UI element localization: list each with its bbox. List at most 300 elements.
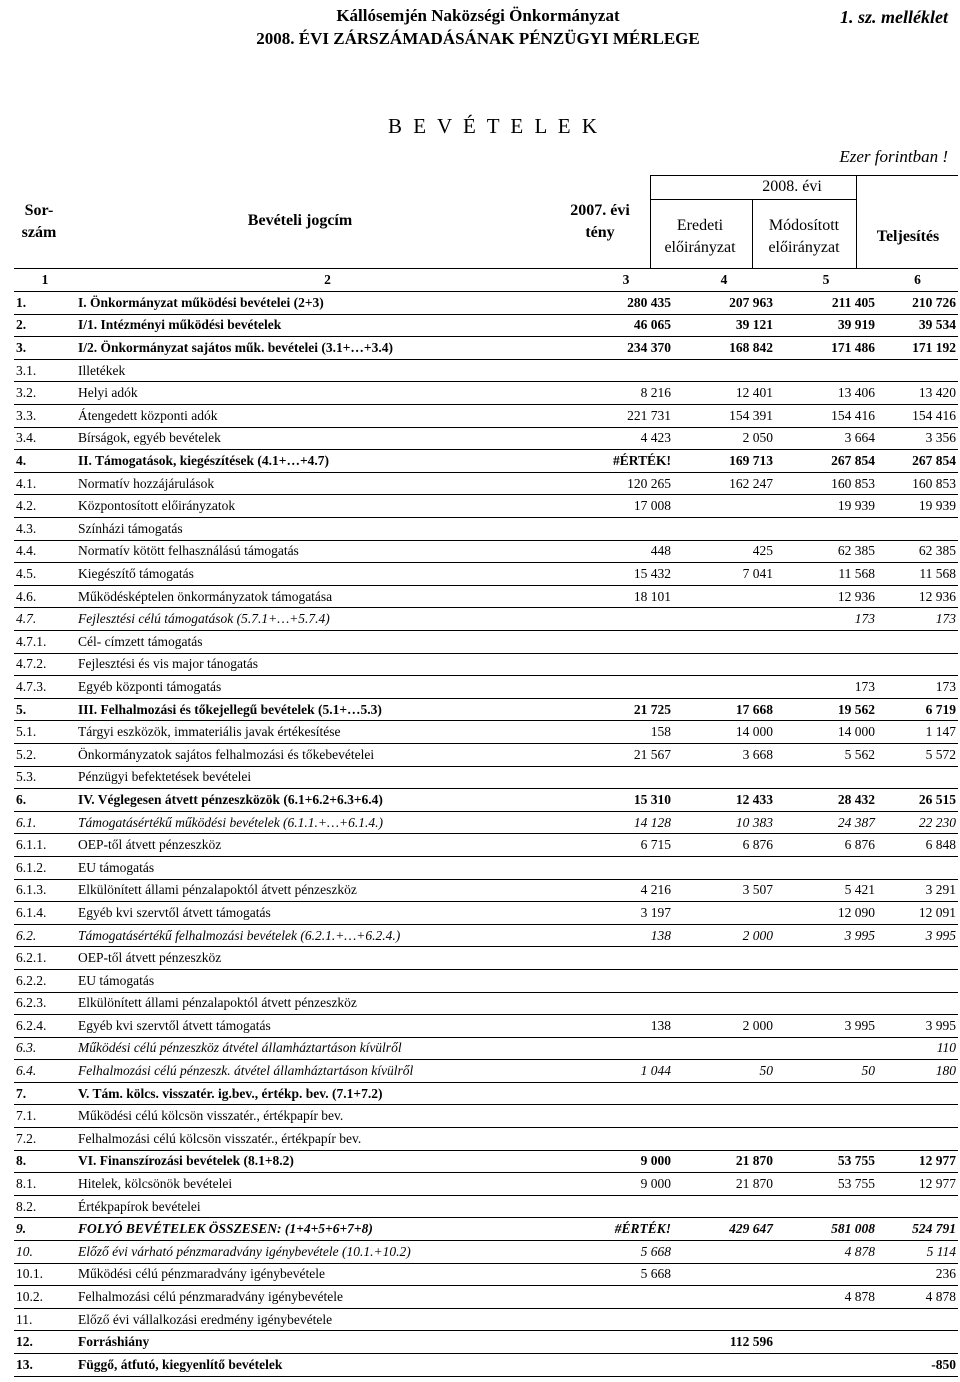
row-title: Felhalmozási célú kölcsön visszatér., értékpapír bev. [78, 1130, 362, 1146]
row-number: 1. [16, 294, 27, 310]
value-performance [877, 653, 958, 676]
value-modified: 12 090 [837, 904, 875, 920]
table-row [14, 292, 958, 315]
value-original: 154 391 [729, 407, 773, 423]
row-number: 5.3. [16, 769, 37, 785]
value-modified [775, 1128, 877, 1151]
row-number: 12. [16, 1334, 33, 1350]
row-number: 3. [16, 340, 27, 356]
value-performance [877, 1308, 958, 1331]
row-number: 6.2.3. [16, 995, 47, 1011]
value-modified [775, 1331, 877, 1354]
document-title: 2008. ÉVI ZÁRSZÁMADÁSÁNAK PÉNZÜGYI MÉRLEGE [256, 29, 700, 48]
table-row [14, 1331, 958, 1354]
value-2007 [579, 1286, 673, 1309]
value-performance [877, 1105, 958, 1128]
table-row [14, 427, 958, 450]
row-title: Tárgyi eszközök, immateriális javak értékesítése [78, 724, 341, 740]
table-row [14, 879, 958, 902]
value-2007 [579, 608, 673, 631]
table-row [14, 1354, 958, 1377]
value-performance [877, 992, 958, 1015]
row-title: VI. Finanszírozási bevételek (8.1+8.2) [78, 1153, 294, 1169]
value-performance: 6 719 [925, 701, 956, 717]
row-number: 6.1. [16, 814, 37, 830]
value-2007 [579, 1195, 673, 1218]
table-row [14, 902, 958, 925]
value-2007: 234 370 [627, 340, 671, 356]
org-line: Kállósemjén Naközségi Önkormányzat [336, 6, 620, 25]
row-title: FOLYÓ BEVÉTELEK ÖSSZESEN: (1+4+5+6+7+8) [78, 1221, 373, 1237]
value-modified [775, 1195, 877, 1218]
table-row [14, 1037, 958, 1060]
value-original: 17 668 [735, 701, 773, 717]
row-number: 6. [16, 791, 27, 807]
value-performance: 12 977 [918, 1153, 956, 1169]
value-original: 14 000 [735, 724, 773, 740]
table-row [14, 1286, 958, 1309]
value-performance: 12 936 [918, 588, 956, 604]
value-modified [775, 1263, 877, 1286]
value-modified [775, 1308, 877, 1331]
table-row [14, 314, 958, 337]
row-title: Helyi adók [78, 385, 138, 401]
value-modified: 267 854 [831, 453, 875, 469]
value-original: 2 000 [742, 1017, 773, 1033]
value-2007 [579, 1128, 673, 1151]
value-modified: 3 995 [844, 927, 875, 943]
value-modified: 4 878 [844, 1289, 875, 1305]
value-modified [775, 766, 877, 789]
value-performance: 171 192 [912, 340, 956, 356]
value-original [673, 1263, 775, 1286]
value-original: 50 [759, 1063, 773, 1079]
row-number: 6.1.2. [16, 859, 47, 875]
row-title: Értékpapírok bevételei [78, 1198, 201, 1214]
value-modified [775, 1082, 877, 1105]
value-2007 [579, 992, 673, 1015]
row-number: 2. [16, 317, 27, 333]
table-row [14, 834, 958, 857]
row-number: 6.1.1. [16, 837, 47, 853]
value-performance [877, 1331, 958, 1354]
value-modified: 12 936 [837, 588, 875, 604]
table-row [14, 811, 958, 834]
col-num: 2 [324, 272, 331, 288]
row-number: 6.2.4. [16, 1017, 47, 1033]
table-row [14, 450, 958, 473]
value-2007: #ÉRTÉK! [612, 453, 671, 469]
row-number: 4.2. [16, 498, 37, 514]
row-title: Egyéb kvi szervtől átvett támogatás [78, 1017, 271, 1033]
value-modified [775, 856, 877, 879]
row-title: EU támogatás [78, 859, 155, 875]
value-original: 3 668 [742, 746, 773, 762]
row-title: Működésképtelen önkormányzatok támogatása [78, 588, 333, 604]
value-2007 [579, 947, 673, 970]
value-performance: 154 416 [912, 407, 956, 423]
value-2007: 5 668 [640, 1266, 671, 1282]
value-performance: 39 534 [918, 317, 956, 333]
row-number: 4. [16, 453, 27, 469]
value-original [673, 585, 775, 608]
row-number: 8.2. [16, 1198, 37, 1214]
row-title: I/2. Önkormányzat sajátos műk. bevételei (3.1+…+3.4) [78, 340, 393, 356]
value-performance: 210 726 [912, 294, 956, 310]
row-title: OEP-től átvett pénzeszköz [78, 837, 222, 853]
value-2007: 158 [650, 724, 671, 740]
value-original: 425 [752, 543, 773, 559]
col-header-year: 2008. évi [762, 178, 822, 195]
value-2007: 8 216 [640, 385, 671, 401]
col-num: 4 [720, 272, 728, 288]
value-original [673, 947, 775, 970]
value-original: 112 596 [729, 1334, 773, 1350]
header-divider [856, 175, 857, 269]
value-original: 12 401 [735, 385, 773, 401]
row-title: Elkülönített állami pénzalapoktól átvett pénzeszköz [78, 995, 357, 1011]
value-modified [775, 1037, 877, 1060]
value-2007: 14 128 [633, 814, 671, 830]
value-modified: 53 755 [837, 1153, 875, 1169]
value-2007 [579, 1308, 673, 1331]
value-2007 [579, 856, 673, 879]
row-title: Pénzügyi befektetések bevételei [78, 769, 252, 785]
row-number: 3.3. [16, 407, 37, 423]
table-row [14, 518, 958, 541]
table-row [14, 856, 958, 879]
value-performance: 62 385 [918, 543, 956, 559]
row-number: 4.7. [16, 611, 37, 627]
value-performance: 3 356 [925, 430, 956, 446]
value-performance [877, 856, 958, 879]
value-performance: 12 091 [918, 904, 956, 920]
table-row [14, 1082, 958, 1105]
table-row [14, 631, 958, 654]
value-performance: 6 848 [925, 837, 956, 853]
col-num: 6 [914, 272, 921, 288]
value-original: 10 383 [735, 814, 773, 830]
value-modified: 19 562 [837, 701, 875, 717]
table-row [14, 495, 958, 518]
row-title: Működési célú pénzeszköz átvétel államháztartáson kívülről [78, 1040, 402, 1056]
value-performance: 12 977 [918, 1176, 956, 1192]
value-original: 207 963 [729, 294, 773, 310]
row-title: IV. Véglegesen átvett pénzeszközök (6.1+6.2+6.3+6.4) [78, 791, 383, 807]
col-num: 3 [622, 272, 630, 288]
value-original [673, 1037, 775, 1060]
value-original [673, 1354, 775, 1377]
col-header-orig: Eredeti előirányzat [664, 217, 736, 256]
value-2007 [579, 653, 673, 676]
value-2007: 17 008 [633, 498, 671, 514]
value-2007 [579, 631, 673, 654]
value-performance: 26 515 [918, 791, 956, 807]
value-original [673, 653, 775, 676]
value-modified: 3 664 [844, 430, 875, 446]
value-modified [775, 518, 877, 541]
table-row [14, 472, 958, 495]
value-2007: #ÉRTÉK! [614, 1221, 671, 1237]
row-title: Függő, átfutó, kiegyenlítő bevételek [78, 1356, 283, 1372]
value-original [673, 359, 775, 382]
value-original [673, 1195, 775, 1218]
value-performance: 22 230 [918, 814, 956, 830]
table-row [14, 1060, 958, 1083]
value-modified: 28 432 [837, 791, 875, 807]
value-2007 [579, 518, 673, 541]
col-num: 1 [41, 272, 49, 288]
table-row [14, 337, 958, 360]
value-modified: 3 995 [844, 1017, 875, 1033]
row-number: 3.1. [16, 362, 37, 378]
row-title: Központosított előirányzatok [78, 498, 236, 514]
value-performance: 3 995 [925, 927, 956, 943]
row-title: Támogatásértékű felhalmozási bevételek (6.2.1.+…+6.2.4.) [78, 927, 401, 943]
row-title: III. Felhalmozási és tőkejellegű bevételek (5.1+…5.3) [78, 701, 382, 717]
row-title: Kiegészítő támogatás [78, 566, 194, 582]
table-row [14, 743, 958, 766]
row-title: Működési célú kölcsön visszatér., értékpapír bev. [78, 1108, 344, 1124]
value-2007: 9 000 [640, 1176, 671, 1192]
value-original: 169 713 [729, 453, 773, 469]
value-performance: 173 [935, 611, 956, 627]
table-row [14, 608, 958, 631]
row-title: Cél- címzett támogatás [78, 633, 203, 649]
row-title: I. Önkormányzat működési bevételei (2+3) [78, 294, 324, 310]
value-modified: 5 421 [844, 882, 875, 898]
value-2007 [579, 1105, 673, 1128]
value-modified [775, 359, 877, 382]
table-row [14, 1241, 958, 1264]
value-2007: 3 197 [640, 904, 671, 920]
row-number: 4.7.3. [16, 678, 47, 694]
value-modified [775, 1105, 877, 1128]
table-row [14, 1263, 958, 1286]
value-original [673, 1308, 775, 1331]
row-title: Önkormányzatok sajátos felhalmozási és tőkebevételei [78, 746, 375, 762]
table-row [14, 698, 958, 721]
col-header-prev: 2007. évi tény [570, 202, 630, 241]
table-row [14, 1128, 958, 1151]
value-performance [877, 1082, 958, 1105]
row-title: II. Támogatások, kiegészítések (4.1+…+4.7) [78, 453, 330, 469]
org-name [228, 4, 728, 50]
row-number: 6.3. [16, 1040, 37, 1056]
row-title: Felhalmozási célú pénzmaradvány igénybevétele [78, 1289, 344, 1305]
table-row [14, 992, 958, 1015]
value-performance: 19 939 [918, 498, 956, 514]
value-modified: 39 919 [837, 317, 875, 333]
value-2007 [579, 676, 673, 699]
value-performance [877, 631, 958, 654]
value-performance [877, 947, 958, 970]
value-performance [877, 969, 958, 992]
value-modified: 4 878 [844, 1243, 875, 1259]
row-number: 6.1.3. [16, 882, 47, 898]
row-number: 6.2.2. [16, 972, 47, 988]
col-header-sorszam: Sor- szám [21, 202, 57, 241]
row-number: 4.7.2. [16, 656, 47, 672]
value-original [673, 676, 775, 699]
value-2007 [579, 1082, 673, 1105]
unit-label: Ezer forintban ! [839, 147, 948, 166]
row-number: 6.1.4. [16, 904, 47, 920]
section-title: B E V É T E L E K [388, 114, 601, 138]
value-modified: 14 000 [837, 724, 875, 740]
value-performance [877, 1195, 958, 1218]
value-2007: 9 000 [640, 1153, 671, 1169]
value-2007 [579, 1354, 673, 1377]
row-number: 13. [16, 1356, 33, 1372]
value-original: 2 000 [742, 927, 773, 943]
value-original: 2 050 [742, 430, 773, 446]
row-title: Felhalmozási célú pénzeszk. átvétel államháztartáson kívülről [78, 1063, 414, 1079]
value-original: 7 041 [742, 566, 773, 582]
row-title: Bírságok, egyéb bevételek [78, 430, 221, 446]
value-original [673, 766, 775, 789]
table-row [14, 1195, 958, 1218]
col-header-mod: Módosított előirányzat [768, 217, 840, 256]
value-2007 [579, 766, 673, 789]
row-number: 7.1. [16, 1108, 37, 1124]
value-2007 [579, 1331, 673, 1354]
value-performance: 5 114 [926, 1243, 956, 1259]
value-modified: 19 939 [837, 498, 875, 514]
value-2007: 4 423 [640, 430, 671, 446]
table-row [14, 676, 958, 699]
col-header-jogcim: Bevételi jogcím [247, 212, 353, 229]
value-original [673, 902, 775, 925]
value-performance: 180 [935, 1063, 956, 1079]
row-number: 10. [16, 1243, 33, 1259]
value-performance: 524 791 [912, 1221, 956, 1237]
value-2007: 15 432 [633, 566, 671, 582]
col-header-perf: Teljesítés [876, 228, 940, 245]
header-year-rule [650, 199, 856, 200]
value-modified [775, 969, 877, 992]
row-title: Illetékek [78, 362, 126, 378]
table-row [14, 766, 958, 789]
value-performance: 3 291 [925, 882, 956, 898]
table-row [14, 924, 958, 947]
value-2007: 120 265 [627, 475, 671, 491]
row-number: 8.1. [16, 1176, 37, 1192]
value-performance: 160 853 [912, 475, 956, 491]
value-original [673, 992, 775, 1015]
value-original: 21 870 [735, 1176, 773, 1192]
value-modified: 11 568 [838, 566, 875, 582]
value-modified [775, 631, 877, 654]
table-row [14, 405, 958, 428]
value-performance: 3 995 [925, 1017, 956, 1033]
value-original: 12 433 [735, 791, 773, 807]
value-performance: 11 568 [919, 566, 956, 582]
value-modified [775, 992, 877, 1015]
row-number: 6.4. [16, 1063, 37, 1079]
value-2007: 448 [650, 543, 671, 559]
row-title: Hitelek, kölcsönök bevételei [78, 1176, 233, 1192]
value-2007 [579, 1037, 673, 1060]
value-2007 [579, 359, 673, 382]
table-row [14, 382, 958, 405]
value-modified: 6 876 [844, 837, 875, 853]
table-row [14, 721, 958, 744]
row-title: Fejlesztési célú támogatások (5.7.1+…+5.7.4) [78, 611, 330, 627]
value-performance: 4 878 [925, 1289, 956, 1305]
row-number: 7. [16, 1085, 27, 1101]
row-title: Egyéb kvi szervtől átvett támogatás [78, 904, 271, 920]
row-title: V. Tám. kölcs. visszatér. ig.bev., értékp. bev. (7.1+7.2) [78, 1085, 383, 1101]
value-modified: 5 562 [844, 746, 875, 762]
row-number: 5.2. [16, 746, 37, 762]
value-2007: 138 [650, 927, 671, 943]
row-number: 5. [16, 701, 27, 717]
row-number: 9. [16, 1221, 27, 1237]
row-number: 3.4. [16, 430, 37, 446]
row-title: Elkülönített állami pénzalapoktól átvett pénzeszköz [78, 882, 357, 898]
row-number: 8. [16, 1153, 27, 1169]
value-original [673, 969, 775, 992]
value-2007: 15 310 [633, 791, 671, 807]
row-title: Előző évi vállalkozási eredmény igénybevétele [78, 1311, 333, 1327]
value-performance [877, 1128, 958, 1151]
row-title: I/1. Intézményi működési bevételek [78, 317, 282, 333]
table-row [14, 1218, 958, 1241]
value-original: 162 247 [729, 475, 773, 491]
value-performance: 173 [935, 678, 956, 694]
value-original [673, 518, 775, 541]
row-title: Normatív hozzájárulások [78, 475, 215, 491]
value-original [673, 1105, 775, 1128]
value-2007: 138 [650, 1017, 671, 1033]
value-2007: 221 731 [627, 407, 671, 423]
value-modified [775, 653, 877, 676]
value-modified: 50 [861, 1063, 875, 1079]
value-original [673, 1082, 775, 1105]
row-title: OEP-től átvett pénzeszköz [78, 950, 222, 966]
row-title: Normatív kötött felhasználású támogatás [78, 543, 299, 559]
value-modified: 13 406 [837, 385, 875, 401]
value-original: 429 647 [729, 1221, 773, 1237]
row-title: Támogatásértékű működési bevételek (6.1.1.+…+6.1.4.) [78, 814, 384, 830]
value-original [673, 495, 775, 518]
value-original [673, 631, 775, 654]
value-modified: 24 387 [837, 814, 875, 830]
table-row [14, 359, 958, 382]
header-top-rule [650, 175, 958, 176]
row-number: 3.2. [16, 385, 37, 401]
value-2007: 1 044 [640, 1063, 671, 1079]
row-number: 4.4. [16, 543, 37, 559]
column-number-row [14, 269, 958, 292]
value-original [673, 1241, 775, 1264]
value-modified: 53 755 [837, 1176, 875, 1192]
row-number: 6.2. [16, 927, 37, 943]
table-row [14, 653, 958, 676]
row-title: Fejlesztési és vis major tánogatás [78, 656, 258, 672]
value-2007: 280 435 [627, 294, 671, 310]
table-row [14, 540, 958, 563]
value-original: 39 121 [735, 317, 773, 333]
value-2007: 21 567 [633, 746, 671, 762]
value-performance: 110 [936, 1040, 956, 1056]
value-2007: 5 668 [640, 1243, 671, 1259]
value-performance: 267 854 [912, 453, 956, 469]
table-row [14, 969, 958, 992]
table-row [14, 1150, 958, 1173]
value-2007: 21 725 [633, 701, 671, 717]
